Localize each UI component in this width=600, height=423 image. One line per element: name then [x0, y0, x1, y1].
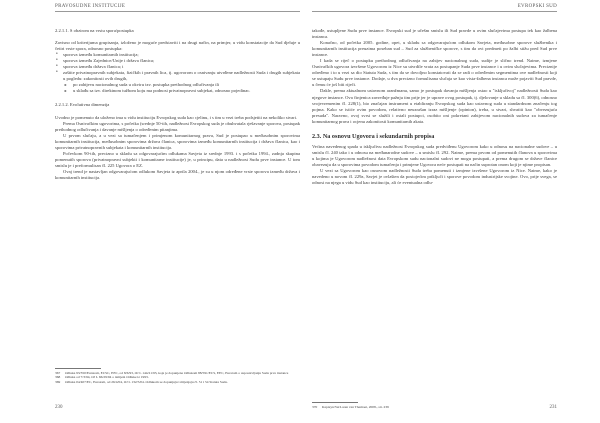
- list-item: ► po zahtjevu nacionalnog suda u okviru tzv. postupka prethodnog odlučivanja ili: [55, 82, 300, 88]
- paragraph: Prema Osnivačkim ugovorima, s početka (srednje 50-tih, nadležnost Evropskog suda je obuhvatala rješavanje sporova, postupak prethodnog odlučivanja i davanje mišljenja o određenim pitanjima.: [55, 120, 300, 132]
- paragraph: Dakle, prema aktualnom ustavnom aranžmanu, samo je postupak davanja mišljenja ostao u "isključivoj" nadležnosti Suda kao njegove instance. Ova činjenica zavređuje pažnju tim prije jer je uprave ovog postupak, tj. djelovanje u skladu sa čl. 300(6), odnosno svojevremenim čl. 228(1), bio značajan instrument u etabliranju Evropskog suda kao ustavnog suda u standardnom značenju tog pojma. Kako se istiće ovim povodom, relativno neuzrašan izraz mišljenje (opinion), treba, u stvari, shvatiti kao "obvezujuća presuda". Naravno, ovoj svrsi se služili i ostali postupci, osobito oni pokretani zahtjevom nacionalnih sudova za tumačenje komunitarnog prava i ocjenu zakonitosti komunitarnih akata.: [312, 88, 557, 124]
- paragraph: Ovaj trend je nastavljan odgovarajućom odlukom Savjeta iz aprila 2004., je su u njom određene vrste sporova između država i komunitarnih institucija.: [55, 168, 300, 180]
- paragraph: Uvodno je pomenuto da uloženo ima u vidu instituciju Evropskog suda kao cjelinu, i s tim u vezi treba podsjetiti na nekoliko stvari.: [55, 114, 298, 120]
- paragraph: I kada se riječ o postupku prethodnog odlučivanja na zahtjev nacionalnog suda, sudije je slično trend. Naime, izmjene Osnivačkih ugovora izvršene Ugovorom iz Nice su utvrdile vrata za postupanje Suda prve instance i u ovim slučajevima. Precizniјe određeno i to u vezi sa dio Statuta Suda, s tim da se dovoljno konstatovati da se radi o određenim segmentima ove nadležnosti koji se ustupaju Sudu prve instance. Dodaje, u dva precizno formulisana slučaja se kao vista-žalbena instanca može pojaviti Sud pravde, u čemu će još biti riječi.: [312, 58, 557, 88]
- paragraph: Zavisno od kriterijuma grupisanja, izloženo je moguće predstaviti i na drugi način, na primjer, u vidu konstatacije da Sud djeluje u četiri vrste spora, odnosno postupka:: [55, 40, 300, 52]
- left-page: [55, 0, 300, 423]
- paragraph: U prvom slučaju, a u vezi sa tumačenjem i primjenom komunitarnog prava, Sud je postupao u međusobnim sporovima komunitarnih institucija, međusobnim sporovima država članica, sporovima između komunitarnih institucija i država članica, kao i sporovima privatnopravnih subjekata i komunitarnih institucija.: [55, 132, 300, 150]
- section-title: 2.2.1.1. S obzirom na vrstu spora/postupka: [55, 28, 134, 33]
- list-item: • sporova između država članica; i: [55, 64, 300, 70]
- paragraph: takođe, ustupljene Sudu prve instance. Evropski sud je učešm smislu ili Sud pravde u ovim slučajevima postupa tek kao žalbena instanca.: [312, 28, 557, 40]
- subsection-title: 2.2.1.2. Evolutivna dimenzija: [55, 102, 110, 108]
- page-number: 230: [55, 405, 63, 410]
- section-title: 2.3. Na osnovu Ugovora i sekundarnih propisa: [312, 132, 435, 140]
- left-body: [55, 28, 300, 181]
- paragraph: Konačno, od početka 2005. godine, opet, u skladu sa odgovarajućom odlukom Savjeta, međusobne sporove službenika i komunitarnih institucija preuzima poseban sud – Sud za službeničke sporove, s tim da ovi predmeti po žalbi stižu pred Sud prve instance.: [312, 40, 557, 58]
- right-body: [312, 28, 557, 186]
- page-number: 231: [549, 405, 557, 410]
- list-item: • sporova između komunitarnih institucija;: [55, 52, 300, 58]
- paragraph: Počevkom 90-tih, precizno u skladu sa odgovarajućim odlukama Savjeta iz srednje 1993. i s početka 1994., zadnja skupina pomenutih sporova (privatnopravni subjekti i komunitarne institucije) je, u principu, data u nadležnost Sudu prve instance. U tom smislu je i preformulisan čl. 225 Ugovora o EZ.: [55, 150, 300, 168]
- running-head: EVROPSKI SUD: [312, 4, 557, 12]
- list-item: ► u sklađu sa tzv. direktnom tužbom koju ma podnosi privatnopravni subjekat, odnosno pojedinac.: [55, 88, 300, 94]
- paragraph: U vezi sa Ugovorom kao osnovom nadležnosti Suda treba pomenuti i izmjene izvršene Ugovorom iz Nice. Naime, kako je navedeno u novom čl. 229a, Savjet je ovlašten da postojećim priključi i sporove povodom industrijske svojine. Ovo, prije svega, se odnosi na njega u vidu Sud kao instituciju, ali će eventualna odlu-: [312, 167, 557, 186]
- bullet-list: [55, 52, 300, 82]
- running-head: PRAVOSUDNE INSTITUCIJE: [55, 4, 300, 12]
- sub-bullet-list: [55, 82, 300, 94]
- right-page: [312, 0, 557, 423]
- footnote: 367 Odluka 93/350/Euratom, ECSC, EEC, od 8/6/93, OJ L 144/21/93, koja je dopunjena Odlukom 88/591/ECS, EEC, Euratom o uspostavljanju Suda prve instance: [55, 371, 289, 375]
- footnote: 370 Kapteyn/VerLoren van Themaat, 2008., str. 239: [312, 405, 389, 409]
- footnote: 369 Odluka 04/407/EC, Euratom, od 26/4/04, OJ L 132/5/04. Odlukom se dopunjuju i mijenjaju čl. 51 i 54 Statuta Suda.: [55, 379, 228, 384]
- footnote: 368 Odluka od 7/3/94, OJ L 66/29/94 o izmjeni Odluke iz 1993.: [55, 375, 149, 380]
- paragraph: Većina navedenog spada u isključivu nadležnost Evropskog suda predviđenu Ugovorom kako u odnosu na nacionalne sudove – u smislu čl. 240 tako i u odnosu na međunarodne sudove – u smislu čl. 292. Naime, prema prvom od pomenutih članova u sporovima u kojima je Ugovorom nadležnost data Evropskom sudu nacionalni sudovi ne mogu postupati, a prema drugom se države članice obavezuju da u sporovima povodom tumačenja i primjene Ugovora neće postupati na način suprotan onom koji je njime propisan.: [312, 143, 557, 167]
- footnotes: [312, 402, 557, 409]
- footnote-separator: [55, 368, 101, 369]
- footnotes: [55, 368, 300, 384]
- list-item: • sporova između Zajednice/Unije i država članica;: [55, 58, 300, 64]
- list-item: • zaštite privatnopravnih subjekata, fizičkih i pravnih lica, tj. ugovorom o osnivanju utvrđene nadležnosti Suda i drugih subjekata u pogledu: zakonitosti ovih drugih,: [55, 70, 300, 82]
- footnote-separator: [312, 402, 358, 403]
